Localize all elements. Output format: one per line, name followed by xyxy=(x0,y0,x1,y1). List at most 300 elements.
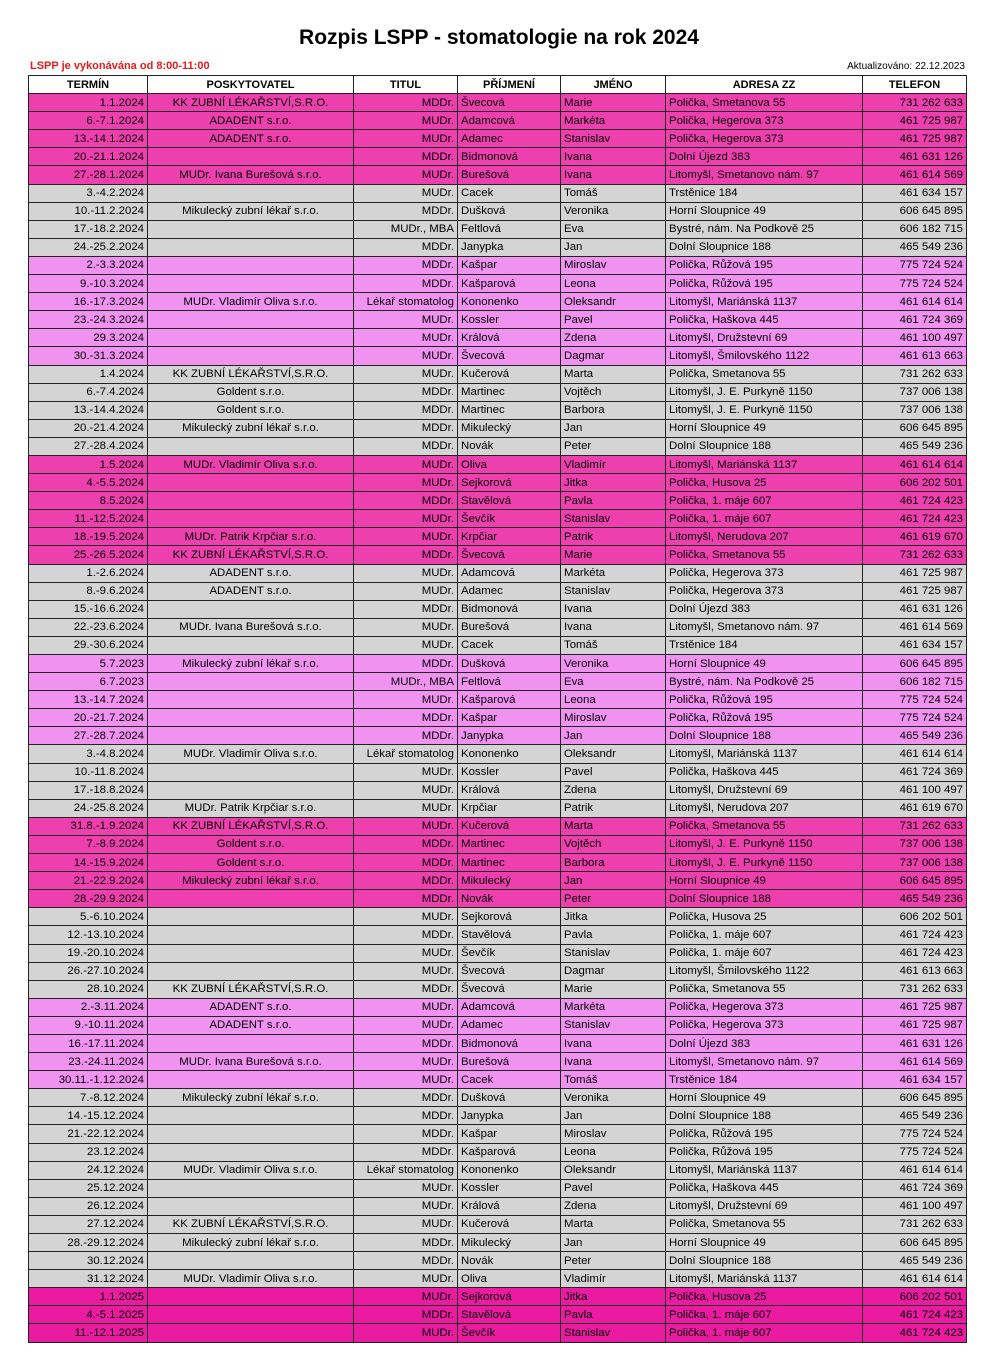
cell-jmeno: Ivana xyxy=(561,600,666,618)
cell-prijmeni: Kossler xyxy=(458,763,561,781)
cell-termin: 28.10.2024 xyxy=(29,980,148,998)
cell-termin: 3.-4.8.2024 xyxy=(29,745,148,763)
cell-jmeno: Peter xyxy=(561,890,666,908)
cell-termin: 29.3.2024 xyxy=(29,329,148,347)
cell-jmeno: Jan xyxy=(561,727,666,745)
cell-titul: MDDr. xyxy=(354,709,458,727)
cell-jmeno: Pavel xyxy=(561,1179,666,1197)
cell-jmeno: Veronika xyxy=(561,1089,666,1107)
cell-telefon: 461 614 614 xyxy=(863,455,967,473)
cell-prijmeni: Králová xyxy=(458,781,561,799)
cell-prijmeni: Cacek xyxy=(458,1071,561,1089)
cell-titul: MUDr. xyxy=(354,781,458,799)
cell-termin: 9.-10.11.2024 xyxy=(29,1016,148,1034)
cell-prijmeni: Burešová xyxy=(458,166,561,184)
cell-titul: MDDr. xyxy=(354,1306,458,1324)
cell-termin: 30.-31.3.2024 xyxy=(29,347,148,365)
cell-termin: 4.-5.1.2025 xyxy=(29,1306,148,1324)
cell-telefon: 461 614 569 xyxy=(863,1053,967,1071)
cell-titul: MUDr. xyxy=(354,474,458,492)
cell-jmeno: Marie xyxy=(561,546,666,564)
cell-termin: 8.-9.6.2024 xyxy=(29,582,148,600)
table-row xyxy=(29,1071,967,1089)
table-row xyxy=(29,854,967,872)
table-row xyxy=(29,401,967,419)
cell-titul: MUDr. xyxy=(354,1270,458,1288)
cell-poskytovatel: Mikulecký zubní lékař s.r.o. xyxy=(148,202,354,220)
table-row xyxy=(29,1107,967,1125)
cell-termin: 8.5.2024 xyxy=(29,492,148,510)
cell-adresa: Polička, 1. máje 607 xyxy=(666,1306,863,1324)
cell-poskytovatel: MUDr. Vladimír Oliva s.r.o. xyxy=(148,1270,354,1288)
cell-telefon: 461 619 670 xyxy=(863,799,967,817)
table-row xyxy=(29,329,967,347)
cell-jmeno: Marta xyxy=(561,365,666,383)
cell-termin: 28.-29.12.2024 xyxy=(29,1234,148,1252)
cell-prijmeni: Novák xyxy=(458,437,561,455)
cell-titul: MUDr. xyxy=(354,564,458,582)
cell-termin: 2.-3.3.2024 xyxy=(29,256,148,274)
cell-adresa: Polička, Haškova 445 xyxy=(666,763,863,781)
cell-prijmeni: Kašpar xyxy=(458,256,561,274)
cell-telefon: 465 549 236 xyxy=(863,890,967,908)
cell-adresa: Bystré, nám. Na Podkově 25 xyxy=(666,220,863,238)
cell-jmeno: Zdena xyxy=(561,329,666,347)
cell-telefon: 461 631 126 xyxy=(863,148,967,166)
table-row xyxy=(29,817,967,835)
cell-telefon: 461 725 987 xyxy=(863,112,967,130)
cell-jmeno: Marta xyxy=(561,1215,666,1233)
cell-titul: MUDr. xyxy=(354,1016,458,1034)
cell-adresa: Polička, Růžová 195 xyxy=(666,709,863,727)
cell-titul: MUDr. xyxy=(354,510,458,528)
cell-adresa: Polička, 1. máje 607 xyxy=(666,510,863,528)
cell-jmeno: Stanislav xyxy=(561,1324,666,1342)
cell-termin: 30.12.2024 xyxy=(29,1252,148,1270)
cell-telefon: 775 724 524 xyxy=(863,1143,967,1161)
cell-prijmeni: Ševčík xyxy=(458,944,561,962)
hours-note: LSPP je vykonávána od 8:00-11:00 xyxy=(30,60,210,72)
table-row xyxy=(29,1215,967,1233)
cell-adresa: Horní Sloupnice 49 xyxy=(666,1089,863,1107)
cell-titul: MDDr. xyxy=(354,1252,458,1270)
cell-telefon: 461 614 614 xyxy=(863,293,967,311)
cell-jmeno: Leona xyxy=(561,1143,666,1161)
cell-termin: 6.-7.4.2024 xyxy=(29,383,148,401)
cell-jmeno: Patrik xyxy=(561,528,666,546)
header-termin: TERMÍN xyxy=(29,76,148,94)
cell-telefon: 461 100 497 xyxy=(863,329,967,347)
cell-jmeno: Ivana xyxy=(561,618,666,636)
cell-prijmeni: Králová xyxy=(458,329,561,347)
cell-titul: MDDr. xyxy=(354,1107,458,1125)
cell-adresa: Polička, Růžová 195 xyxy=(666,256,863,274)
cell-telefon: 461 725 987 xyxy=(863,582,967,600)
cell-poskytovatel xyxy=(148,636,354,654)
cell-prijmeni: Stavělová xyxy=(458,492,561,510)
cell-prijmeni: Kašparová xyxy=(458,691,561,709)
table-row xyxy=(29,908,967,926)
cell-termin: 25.12.2024 xyxy=(29,1179,148,1197)
cell-termin: 27.-28.1.2024 xyxy=(29,166,148,184)
cell-jmeno: Tomáš xyxy=(561,636,666,654)
cell-poskytovatel: Mikulecký zubní lékař s.r.o. xyxy=(148,1234,354,1252)
table-row xyxy=(29,618,967,636)
cell-adresa: Polička, Hegerova 373 xyxy=(666,1016,863,1034)
cell-titul: MDDr. xyxy=(354,727,458,745)
cell-jmeno: Jitka xyxy=(561,1288,666,1306)
cell-prijmeni: Mikulecký xyxy=(458,1234,561,1252)
cell-poskytovatel: MUDr. Patrik Krpčiar s.r.o. xyxy=(148,528,354,546)
cell-jmeno: Miroslav xyxy=(561,709,666,727)
cell-telefon: 461 631 126 xyxy=(863,600,967,618)
cell-poskytovatel xyxy=(148,1324,354,1342)
cell-termin: 7.-8.9.2024 xyxy=(29,835,148,853)
cell-termin: 13.-14.4.2024 xyxy=(29,401,148,419)
table-row xyxy=(29,1306,967,1324)
cell-adresa: Polička, Růžová 195 xyxy=(666,1125,863,1143)
cell-adresa: Polička, Husova 25 xyxy=(666,908,863,926)
cell-termin: 13.-14.1.2024 xyxy=(29,130,148,148)
cell-poskytovatel xyxy=(148,600,354,618)
cell-termin: 21.-22.12.2024 xyxy=(29,1125,148,1143)
cell-titul: MUDr. xyxy=(354,962,458,980)
cell-adresa: Litomyšl, Smetanovo nám. 97 xyxy=(666,618,863,636)
cell-telefon: 461 634 157 xyxy=(863,636,967,654)
cell-prijmeni: Adamec xyxy=(458,130,561,148)
table-row xyxy=(29,1197,967,1215)
cell-prijmeni: Kučerová xyxy=(458,365,561,383)
table-row xyxy=(29,926,967,944)
cell-telefon: 731 262 633 xyxy=(863,546,967,564)
cell-termin: 6.-7.1.2024 xyxy=(29,112,148,130)
cell-jmeno: Pavla xyxy=(561,1306,666,1324)
cell-poskytovatel xyxy=(148,908,354,926)
cell-jmeno: Stanislav xyxy=(561,582,666,600)
cell-jmeno: Barbora xyxy=(561,854,666,872)
cell-telefon: 461 634 157 xyxy=(863,1071,967,1089)
cell-telefon: 461 724 423 xyxy=(863,1324,967,1342)
cell-termin: 2.-3.11.2024 xyxy=(29,998,148,1016)
table-row xyxy=(29,365,967,383)
cell-poskytovatel xyxy=(148,474,354,492)
cell-adresa: Polička, Smetanova 55 xyxy=(666,546,863,564)
cell-titul: MDDr. xyxy=(354,148,458,166)
cell-titul: Lékař stomatolog xyxy=(354,745,458,763)
cell-termin: 6.7.2023 xyxy=(29,673,148,691)
cell-poskytovatel: MUDr. Ivana Burešová s.r.o. xyxy=(148,166,354,184)
cell-adresa: Polička, Smetanova 55 xyxy=(666,817,863,835)
cell-titul: MDDr. xyxy=(354,419,458,437)
cell-adresa: Litomyšl, Smetanovo nám. 97 xyxy=(666,166,863,184)
cell-adresa: Dolní Újezd 383 xyxy=(666,1034,863,1052)
cell-titul: Lékař stomatolog xyxy=(354,293,458,311)
cell-poskytovatel: MUDr. Vladimír Oliva s.r.o. xyxy=(148,293,354,311)
cell-telefon: 606 202 501 xyxy=(863,1288,967,1306)
cell-prijmeni: Kononenko xyxy=(458,745,561,763)
cell-titul: MDDr. xyxy=(354,655,458,673)
cell-adresa: Polička, Smetanova 55 xyxy=(666,1215,863,1233)
cell-titul: MDDr. xyxy=(354,1089,458,1107)
cell-telefon: 465 549 236 xyxy=(863,1107,967,1125)
table-row xyxy=(29,872,967,890)
cell-telefon: 606 202 501 xyxy=(863,474,967,492)
cell-poskytovatel xyxy=(148,238,354,256)
cell-telefon: 461 724 423 xyxy=(863,1306,967,1324)
cell-poskytovatel: Mikulecký zubní lékař s.r.o. xyxy=(148,1089,354,1107)
cell-jmeno: Veronika xyxy=(561,202,666,220)
header-adresa: ADRESA ZZ xyxy=(666,76,863,94)
cell-poskytovatel xyxy=(148,944,354,962)
cell-poskytovatel: Goldent s.r.o. xyxy=(148,854,354,872)
cell-prijmeni: Martinec xyxy=(458,835,561,853)
table-row xyxy=(29,311,967,329)
cell-telefon: 461 724 423 xyxy=(863,926,967,944)
cell-poskytovatel xyxy=(148,727,354,745)
table-row xyxy=(29,474,967,492)
cell-termin: 23.-24.11.2024 xyxy=(29,1053,148,1071)
cell-adresa: Dolní Sloupnice 188 xyxy=(666,437,863,455)
cell-prijmeni: Sejkorová xyxy=(458,474,561,492)
cell-adresa: Horní Sloupnice 49 xyxy=(666,419,863,437)
cell-adresa: Dolní Sloupnice 188 xyxy=(666,890,863,908)
cell-adresa: Litomyšl, Mariánská 1137 xyxy=(666,293,863,311)
header-prijmeni: PŘÍJMENÍ xyxy=(458,76,561,94)
cell-telefon: 606 182 715 xyxy=(863,673,967,691)
cell-prijmeni: Kašparová xyxy=(458,275,561,293)
table-row xyxy=(29,130,967,148)
cell-jmeno: Markéta xyxy=(561,564,666,582)
cell-telefon: 737 006 138 xyxy=(863,401,967,419)
table-row xyxy=(29,492,967,510)
cell-poskytovatel: ADADENT s.r.o. xyxy=(148,130,354,148)
cell-termin: 24.-25.2.2024 xyxy=(29,238,148,256)
cell-adresa: Litomyšl, Mariánská 1137 xyxy=(666,1161,863,1179)
cell-poskytovatel: MUDr. Vladimír Oliva s.r.o. xyxy=(148,455,354,473)
cell-termin: 16.-17.11.2024 xyxy=(29,1034,148,1052)
cell-adresa: Dolní Újezd 383 xyxy=(666,600,863,618)
cell-telefon: 461 724 423 xyxy=(863,944,967,962)
cell-poskytovatel xyxy=(148,1107,354,1125)
cell-titul: MUDr. xyxy=(354,1324,458,1342)
cell-termin: 27.-28.4.2024 xyxy=(29,437,148,455)
cell-adresa: Litomyšl, Mariánská 1137 xyxy=(666,745,863,763)
cell-poskytovatel: ADADENT s.r.o. xyxy=(148,1016,354,1034)
cell-termin: 21.-22.9.2024 xyxy=(29,872,148,890)
cell-poskytovatel: KK ZUBNÍ LÉKAŘSTVÍ,S.R.O. xyxy=(148,817,354,835)
cell-titul: MDDr. xyxy=(354,926,458,944)
cell-termin: 1.4.2024 xyxy=(29,365,148,383)
cell-prijmeni: Janypka xyxy=(458,1107,561,1125)
cell-adresa: Dolní Sloupnice 188 xyxy=(666,727,863,745)
table-row xyxy=(29,455,967,473)
cell-termin: 23.12.2024 xyxy=(29,1143,148,1161)
cell-poskytovatel: ADADENT s.r.o. xyxy=(148,112,354,130)
cell-prijmeni: Burešová xyxy=(458,1053,561,1071)
table-body xyxy=(29,94,967,1342)
cell-poskytovatel xyxy=(148,148,354,166)
cell-termin: 15.-16.6.2024 xyxy=(29,600,148,618)
cell-poskytovatel xyxy=(148,1288,354,1306)
cell-jmeno: Peter xyxy=(561,437,666,455)
table-row xyxy=(29,1089,967,1107)
cell-prijmeni: Burešová xyxy=(458,618,561,636)
cell-titul: MDDr. xyxy=(354,383,458,401)
table-row xyxy=(29,944,967,962)
cell-poskytovatel: MUDr. Ivana Burešová s.r.o. xyxy=(148,618,354,636)
cell-jmeno: Vojtěch xyxy=(561,383,666,401)
cell-jmeno: Ivana xyxy=(561,148,666,166)
cell-adresa: Litomyšl, Smetanovo nám. 97 xyxy=(666,1053,863,1071)
cell-titul: MUDr. xyxy=(354,817,458,835)
cell-termin: 1.5.2024 xyxy=(29,455,148,473)
cell-titul: MUDr. xyxy=(354,799,458,817)
cell-jmeno: Jan xyxy=(561,1234,666,1252)
cell-telefon: 461 724 423 xyxy=(863,510,967,528)
cell-titul: MDDr. xyxy=(354,401,458,419)
cell-jmeno: Marie xyxy=(561,94,666,112)
cell-termin: 17.-18.2.2024 xyxy=(29,220,148,238)
cell-titul: MDDr. xyxy=(354,600,458,618)
cell-adresa: Trstěnice 184 xyxy=(666,636,863,654)
cell-titul: MUDr. xyxy=(354,184,458,202)
cell-adresa: Litomyšl, Družstevní 69 xyxy=(666,1197,863,1215)
cell-jmeno: Pavel xyxy=(561,311,666,329)
cell-prijmeni: Kašpar xyxy=(458,709,561,727)
cell-poskytovatel xyxy=(148,763,354,781)
cell-poskytovatel xyxy=(148,691,354,709)
cell-telefon: 606 202 501 xyxy=(863,908,967,926)
cell-termin: 14.-15.12.2024 xyxy=(29,1107,148,1125)
cell-jmeno: Marta xyxy=(561,817,666,835)
updated-date: Aktualizováno: 22.12.2023 xyxy=(847,61,965,72)
cell-adresa: Litomyšl, Nerudova 207 xyxy=(666,799,863,817)
cell-telefon: 737 006 138 xyxy=(863,854,967,872)
cell-adresa: Polička, Růžová 195 xyxy=(666,275,863,293)
cell-jmeno: Stanislav xyxy=(561,130,666,148)
cell-adresa: Litomyšl, Mariánská 1137 xyxy=(666,1270,863,1288)
cell-prijmeni: Feltlová xyxy=(458,673,561,691)
cell-telefon: 461 613 663 xyxy=(863,962,967,980)
table-row xyxy=(29,347,967,365)
cell-adresa: Polička, Růžová 195 xyxy=(666,1143,863,1161)
cell-titul: MDDr. xyxy=(354,437,458,455)
cell-poskytovatel xyxy=(148,781,354,799)
cell-termin: 25.-26.5.2024 xyxy=(29,546,148,564)
table-row xyxy=(29,1270,967,1288)
table-row xyxy=(29,528,967,546)
cell-adresa: Polička, 1. máje 607 xyxy=(666,492,863,510)
table-row xyxy=(29,1234,967,1252)
cell-prijmeni: Dušková xyxy=(458,655,561,673)
cell-titul: MDDr. xyxy=(354,492,458,510)
cell-titul: MDDr. xyxy=(354,835,458,853)
cell-termin: 22.-23.6.2024 xyxy=(29,618,148,636)
cell-adresa: Polička, Husova 25 xyxy=(666,1288,863,1306)
table-row xyxy=(29,1179,967,1197)
cell-titul: MUDr. xyxy=(354,998,458,1016)
cell-adresa: Horní Sloupnice 49 xyxy=(666,202,863,220)
cell-prijmeni: Kučerová xyxy=(458,817,561,835)
cell-prijmeni: Novák xyxy=(458,1252,561,1270)
cell-prijmeni: Cacek xyxy=(458,636,561,654)
cell-titul: MDDr. xyxy=(354,1143,458,1161)
cell-jmeno: Jan xyxy=(561,872,666,890)
cell-jmeno: Zdena xyxy=(561,781,666,799)
cell-termin: 11.-12.5.2024 xyxy=(29,510,148,528)
cell-telefon: 731 262 633 xyxy=(863,817,967,835)
cell-termin: 20.-21.7.2024 xyxy=(29,709,148,727)
cell-prijmeni: Stavělová xyxy=(458,1306,561,1324)
cell-adresa: Litomyšl, J. E. Purkyně 1150 xyxy=(666,401,863,419)
cell-prijmeni: Oliva xyxy=(458,1270,561,1288)
cell-jmeno: Markéta xyxy=(561,112,666,130)
cell-titul: MUDr. xyxy=(354,944,458,962)
cell-jmeno: Patrik xyxy=(561,799,666,817)
cell-adresa: Litomyšl, Družstevní 69 xyxy=(666,781,863,799)
cell-prijmeni: Adamec xyxy=(458,582,561,600)
cell-prijmeni: Sejkorová xyxy=(458,908,561,926)
cell-adresa: Horní Sloupnice 49 xyxy=(666,872,863,890)
page-title: Rozpis LSPP - stomatologie na rok 2024 xyxy=(299,26,699,49)
cell-prijmeni: Stavělová xyxy=(458,926,561,944)
cell-jmeno: Pavla xyxy=(561,492,666,510)
header-titul: TITUL xyxy=(354,76,458,94)
cell-adresa: Polička, Hegerova 373 xyxy=(666,112,863,130)
cell-adresa: Dolní Újezd 383 xyxy=(666,148,863,166)
cell-prijmeni: Feltlová xyxy=(458,220,561,238)
cell-adresa: Horní Sloupnice 49 xyxy=(666,655,863,673)
cell-poskytovatel: Mikulecký zubní lékař s.r.o. xyxy=(148,419,354,437)
table-header-row xyxy=(29,76,967,94)
cell-jmeno: Vladimír xyxy=(561,455,666,473)
cell-prijmeni: Bidmonová xyxy=(458,1034,561,1052)
cell-jmeno: Barbora xyxy=(561,401,666,419)
cell-titul: MDDr. xyxy=(354,1034,458,1052)
cell-telefon: 461 614 569 xyxy=(863,618,967,636)
cell-termin: 16.-17.3.2024 xyxy=(29,293,148,311)
table-row xyxy=(29,383,967,401)
cell-termin: 28.-29.9.2024 xyxy=(29,890,148,908)
cell-adresa: Polička, Růžová 195 xyxy=(666,691,863,709)
cell-adresa: Litomyšl, J. E. Purkyně 1150 xyxy=(666,835,863,853)
cell-adresa: Polička, Hegerova 373 xyxy=(666,564,863,582)
table-row xyxy=(29,1324,967,1342)
table-row xyxy=(29,980,967,998)
cell-titul: MUDr. xyxy=(354,1053,458,1071)
cell-prijmeni: Krpčiar xyxy=(458,799,561,817)
cell-adresa: Polička, Hegerova 373 xyxy=(666,130,863,148)
cell-telefon: 775 724 524 xyxy=(863,275,967,293)
cell-telefon: 606 645 895 xyxy=(863,872,967,890)
cell-jmeno: Stanislav xyxy=(561,510,666,528)
cell-prijmeni: Kučerová xyxy=(458,1215,561,1233)
cell-titul: MUDr. xyxy=(354,582,458,600)
cell-adresa: Trstěnice 184 xyxy=(666,184,863,202)
cell-telefon: 461 613 663 xyxy=(863,347,967,365)
cell-jmeno: Oleksandr xyxy=(561,1161,666,1179)
cell-poskytovatel xyxy=(148,347,354,365)
table-row xyxy=(29,745,967,763)
cell-titul: MDDr. xyxy=(354,202,458,220)
cell-poskytovatel xyxy=(148,256,354,274)
cell-prijmeni: Martinec xyxy=(458,383,561,401)
cell-telefon: 461 631 126 xyxy=(863,1034,967,1052)
cell-jmeno: Pavla xyxy=(561,926,666,944)
cell-titul: MDDr. xyxy=(354,1234,458,1252)
cell-poskytovatel xyxy=(148,673,354,691)
cell-adresa: Polička, Haškova 445 xyxy=(666,311,863,329)
